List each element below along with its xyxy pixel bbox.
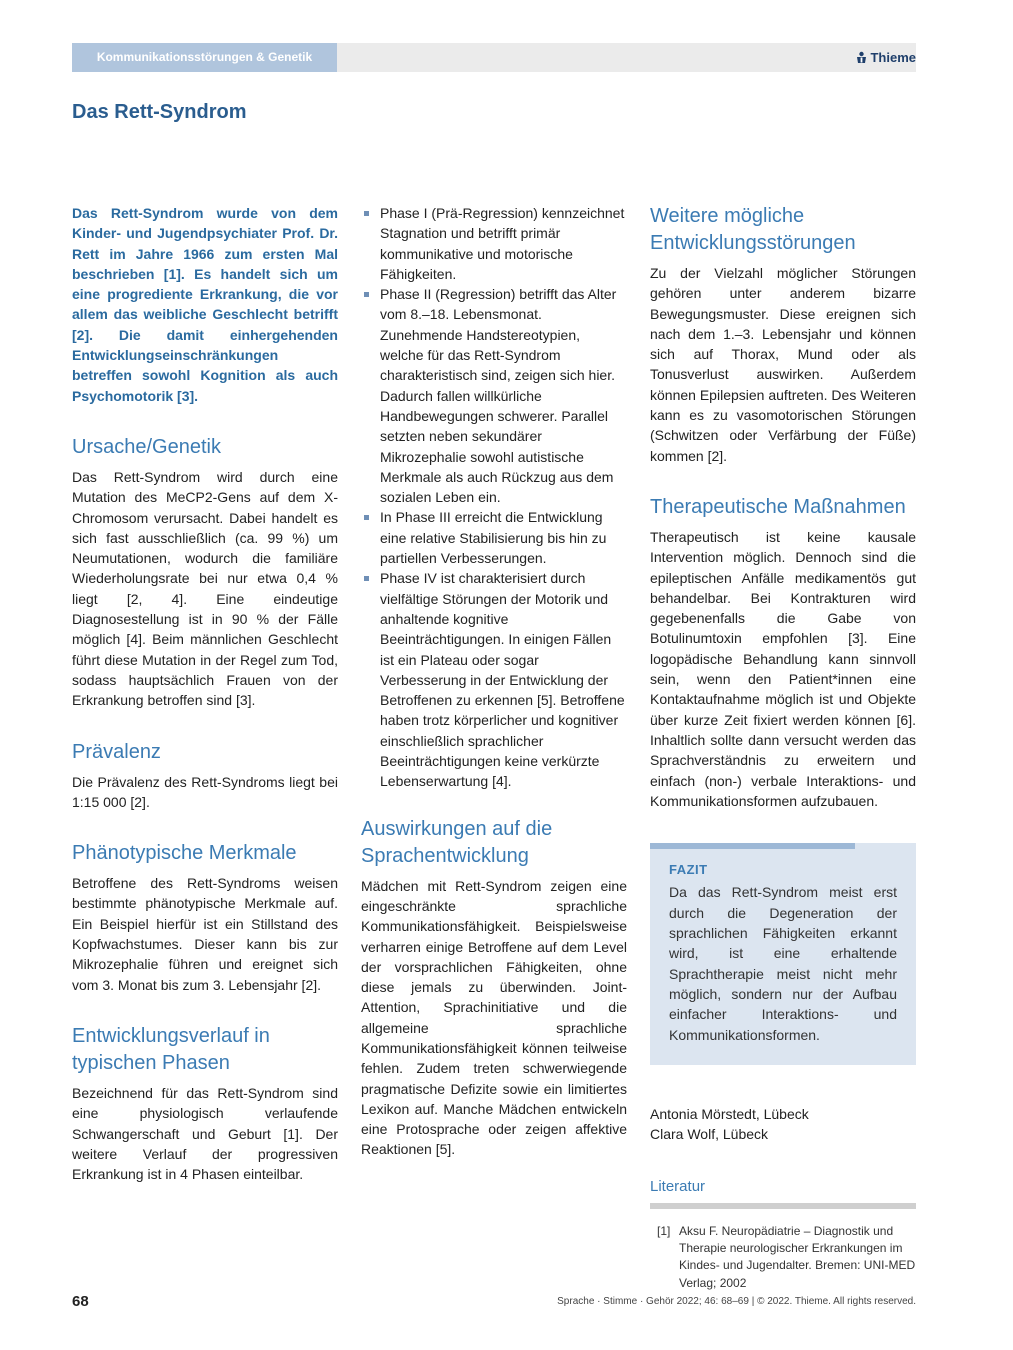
- column-2: [361, 203, 627, 1160]
- heading-verlauf: Entwicklungsverlauf in typischen Phasen: [72, 1024, 270, 1074]
- fazit-box: [650, 843, 916, 1065]
- author: Antonia Mörstedt, Lübeck: [650, 1105, 809, 1122]
- footer-citation: Sprache · Stimme · Gehör 2022; 46: 68–69 | © 2022. Thieme. All rights reserved.: [557, 1296, 916, 1307]
- text-ursache: Das Rett-Syndrom wird durch eine Mutation des MeCP2-Gens auf dem X-Chromosom verursacht. Dabei handelt es sich fast ausschließlich (ca. 99 %) um Neumutationen, wodurch die familiäre Wiederholungsrate bei nur etwa 0,4 % liegt [2, 4]. Eine eindeutige Diagnosestellung ist in 90 % der Fälle möglich [4]. Beim männlichen Geschlecht führt diese Mutation in der Regel zum Tod, sodass hauptsächlich Frauen von der Erkrankung betroffen sind [3].: [72, 468, 338, 709]
- column-3: [650, 203, 916, 1292]
- phase-list: [361, 203, 627, 792]
- thieme-icon: [856, 51, 867, 64]
- column-1: [72, 203, 338, 1184]
- text-praevalenz: Die Prävalenz des Rett-Syndroms liegt bei 1:15 000 [2].: [72, 773, 338, 810]
- article-title: Das Rett-Syndrom: [72, 101, 247, 123]
- heading-sprache: Auswirkungen auf die Sprachentwicklung: [361, 817, 553, 867]
- text-phaenotyp: Betroffene des Rett-Syndroms weisen bestimmte phänotypische Merkmale auf. Ein Beispiel hierfür ist ein Stillstand des Kopfwachstumes. Dieser kann bis zur Mikrozephalie führen und ereignet sich vom 3. Monat bis zum 3. Lebensjahr [2].: [72, 875, 338, 993]
- text-verlauf: Bezeichnend für das Rett-Syndrom sind eine physiologisch verlaufende Schwangerschaft und Geburt [1]. Der weitere Verlauf der progressiven Erkrankung ist in 4 Phasen einteilbar.: [72, 1084, 338, 1183]
- literature-entry: [650, 1223, 916, 1292]
- text-therapie: Therapeutisch ist keine kausale Intervention möglich. Dennoch sind die epileptischen Anfälle medikamentös gut behandelbar. Bei Kontrakturen wird gegebenenfalls die Gabe von Botulinumtoxin empfohlen [3]. Eine logopädische Behandlung kann sinnvoll sein, wenn den Patient*innen eine Kontaktaufnahme möglich ist und Objekte über kurze Zeit fixiert werden können [6]. Inhaltlich sollte dann versucht werden das Sprachverständnis zu erweitern und einfach (non-) verbale Interaktions- und Kommunikationsformen aufzubauen.: [650, 528, 916, 809]
- publisher-name: Thieme: [870, 50, 916, 65]
- literature-text: Aksu F. Neuropädiatrie – Diagnostik und Therapie neurologischer Erkrankungen im Kindes- und Jugendalter. Bremen: UNI-MED Verlag; 2002: [679, 1223, 916, 1290]
- fazit-text: Da das Rett-Syndrom meist erst durch die Degeneration der sprachlichen Fähigkeiten erkannt wird, ist eine erhaltende Sprachtherapie meist nicht mehr möglich, sondern nur der Aufbau einfacher Interaktions- und Kommunikationsformen.: [669, 884, 897, 1043]
- fazit-title: FAZIT: [669, 862, 708, 878]
- list-item: Phase II (Regression) betrifft das Alter vom 8.–18. Lebensmonat. Zunehmende Handstereotypien, welche für das Rett-Syndrom charakteristisch sind, zeigen sich hier. Dadurch fallen willkürliche Handbewegungen schwerer. Parallel setzten neben sekundärer Mikrozephalie sowohl autistische Merkmale als auch Rückzug aus dem sozialen Leben ein.: [361, 284, 627, 507]
- heading-ursache: Ursache/Genetik: [72, 435, 221, 458]
- page-number: 68: [72, 1293, 89, 1310]
- header-category: Kommunikationsstörungen & Genetik: [72, 43, 337, 72]
- list-item: Phase IV ist charakterisiert durch vielfältige Störungen der Motorik und anhaltende kognitive Beeinträchtigungen. In einigen Fällen ist ein Plateau oder sogar Verbesserung in der Entwicklung der Betroffenen zu erkennen [5]. Betroffene haben trotz körperlicher und kognitiver einschließlich sprachlicher Beeinträchtigungen keine verkürzte Lebenserwartung [4].: [361, 568, 627, 791]
- publisher-logo: [856, 43, 916, 72]
- heading-therapie: Therapeutische Maßnahmen: [650, 495, 906, 518]
- literature-number: [1]: [657, 1223, 671, 1238]
- heading-weitere: Weitere mögliche Entwicklungsstörungen: [650, 205, 856, 254]
- text-weitere: Zu der Vielzahl möglicher Störungen gehören unter anderem bizarre Bewegungsmuster. Diese ereignen sich nach dem 1.–3. Lebensjahr und können sich auf Thorax, Mund oder als Tonusverlust auswirken. Außerdem können Epilepsien auftreten. Des Weiteren kann es zu vasomotorischen Störungen (Schwitzen oder Verfärbung der Füße) kommen [2].: [650, 265, 916, 464]
- author-list: [650, 1104, 916, 1145]
- fazit-accent-bar: [650, 843, 855, 849]
- text-sprache: Mädchen mit Rett-Syndrom zeigen eine eingeschränkte sprachliche Kommunikationsfähigkeit. Beispielsweise verharren einige Betroffene auf dem Level der vorsprachlichen Fähigkeiten, ohne diese jemals zu überwinden. Joint-Attention, Sprachinitiative und die allgemeine sprachliche Kommunikationsfähigkeit können teilweise fehlen. Zudem treten schwerwiegende pragmatische Defizite sowie ein limitiertes Lexikon auf. Manche Mädchen entwickeln eine Protosprache oder zeigen affektive Reaktionen [5].: [361, 877, 627, 1158]
- author: Clara Wolf, Lübeck: [650, 1126, 769, 1143]
- heading-praevalenz: Prävalenz: [72, 740, 161, 763]
- list-item: In Phase III erreicht die Entwicklung eine relative Stabilisierung bis hin zu partiellen Verbesserungen.: [361, 507, 627, 568]
- intro-paragraph: Das Rett-Syndrom wurde von dem Kinder- und Jugendpsychiater Prof. Dr. Rett im Jahre 1966 zum ersten Mal beschrieben [1]. Es handelt sich um eine progrediente Erkrankung, die vor allem das weibliche Geschlecht betrifft [2]. Die damit einhergehenden Entwicklungseinschränkungen betreffen sowohl Kognition als auch Psychomotorik [3].: [72, 205, 338, 404]
- literature-heading: Literatur: [650, 1177, 916, 1208]
- list-item: Phase I (Prä-Regression) kennzeichnet Stagnation und betrifft primär kommunikative und motorische Fähigkeiten.: [361, 203, 627, 284]
- heading-phaenotyp: Phänotypische Merkmale: [72, 842, 297, 865]
